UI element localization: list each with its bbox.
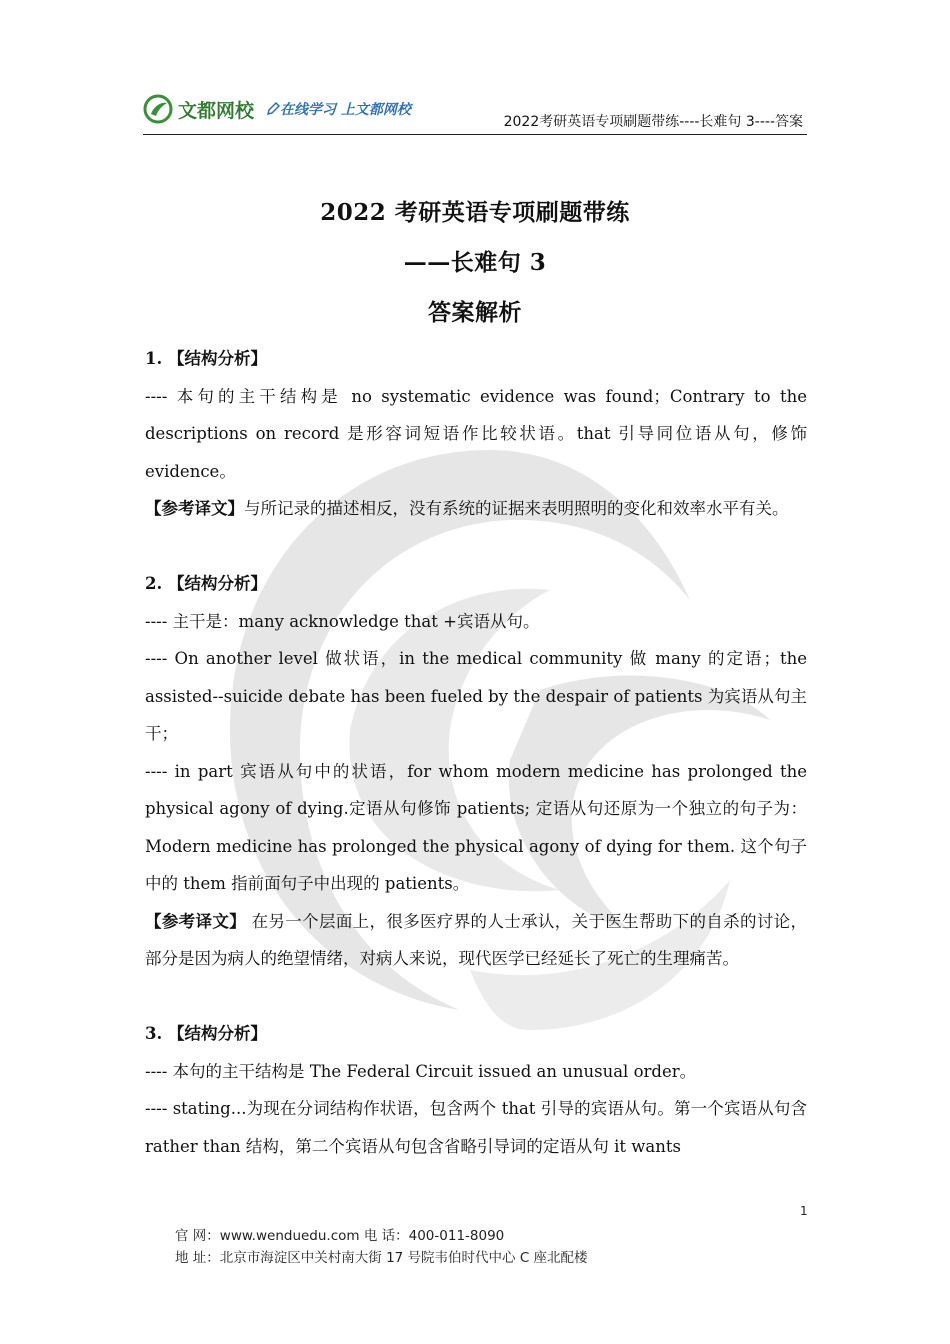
section-heading: 2. 【结构分析】 <box>145 574 267 593</box>
wendu-logo-icon <box>143 94 173 124</box>
analysis-paragraph: ---- 本句的主干结构是 The Federal Circuit issued an unusual order。 <box>145 1061 697 1081</box>
page-header <box>143 90 807 135</box>
analysis-paragraph: ---- 本句的主干结构是 no systematic evidence was found；Contrary to the descriptions on record 是形容词短语作比较状语。that 引导同位语从句，修饰 evidence。 <box>145 386 807 481</box>
document-body <box>145 340 807 1165</box>
logo-text: 文都网校 <box>178 99 255 122</box>
translation-label: 【参考译文】 <box>145 911 247 931</box>
header-doc-title: 2022考研英语专项刷题带练----长难句 3----答案 <box>503 114 803 130</box>
translation-text: 与所记录的描述相反，没有系统的证据来表明照明的变化和效率水平有关。 <box>244 499 789 518</box>
section-heading: 3. 【结构分析】 <box>145 1024 267 1043</box>
analysis-paragraph: ---- in part 宾语从句中的状语，for whom modern medicine has prolonged the physical agony of dying.定语从句修饰 patients; 定语从句还原为一个独立的句子为：Modern medicine has prolonged the physical agony of dying for them. 这个句子中的 them 指前面句子中出现的 patients。 <box>145 761 807 893</box>
footer-website: 官 网：www.wenduedu.com 电 话：400-011-8090 <box>175 1228 505 1244</box>
translation-label: 【参考译文】 <box>145 499 244 518</box>
slogan <box>266 99 411 119</box>
logo <box>143 94 411 124</box>
analysis-paragraph: ---- 主干是：many acknowledge that +宾语从句。 <box>145 611 540 631</box>
page-number: 1 <box>800 1204 808 1218</box>
doc-title: 2022 考研英语专项刷题带练 <box>320 199 630 226</box>
translation-text: 在另一个层面上，很多医疗界的人士承认，关于医生帮助下的自杀的讨论，部分是因为病人的绝望情绪，对病人来说，现代医学已经延长了死亡的生理痛苦。 <box>145 911 808 968</box>
section-heading: 1. 【结构分析】 <box>145 349 267 368</box>
doc-subtitle: ——长难句 3 <box>403 249 547 276</box>
slogan-text: 在线学习 上文都网校 <box>280 102 411 118</box>
translation-paragraph <box>145 903 807 978</box>
doc-answer-heading: 答案解析 <box>428 299 522 326</box>
translation-paragraph <box>145 490 807 528</box>
analysis-paragraph: ---- On another level 做状语，in the medical community 做 many 的定语；the assisted--suicide debate has been fueled by the despair of patients 为宾语从句主干； <box>145 649 807 743</box>
pencil-icon <box>266 102 280 116</box>
analysis-paragraph: ---- stating...为现在分词结构作状语，包含两个 that 引导的宾语从句。第一个宾语从句含 rather than 结构，第二个宾语从句包含省略引导词的定语从句 it wants <box>145 1099 807 1156</box>
footer-address: 地 址：北京市海淀区中关村南大街 17 号院韦伯时代中心 C 座北配楼 <box>175 1250 588 1266</box>
